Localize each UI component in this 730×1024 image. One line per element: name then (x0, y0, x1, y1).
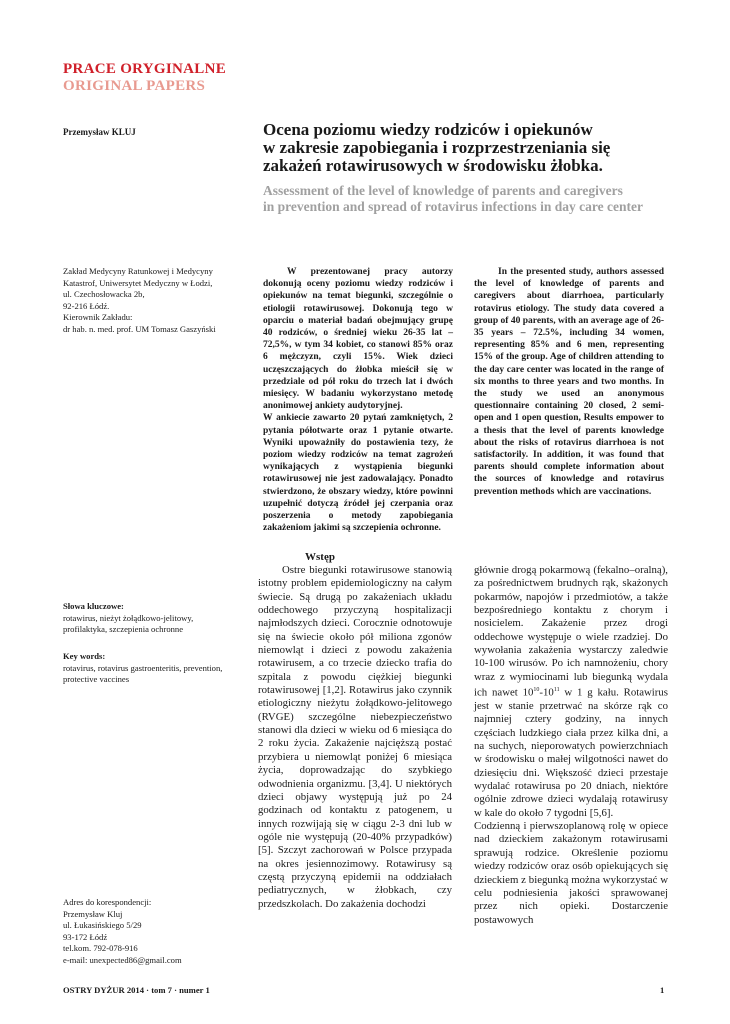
title-pl-line: Ocena poziomu wiedzy rodziców i opiekunów (263, 120, 593, 139)
body-column-right (474, 564, 668, 927)
article-title-pl (263, 121, 683, 175)
superscript: 10 (533, 687, 540, 694)
abstract-pl-paragraph: W prezentowanej pracy autorzy dokonują oceny poziomu wiedzy rodziców i opiekunów na temat biegunki, szczególnie o etiologii rotawirusowej. Dokonują tego w oparciu o materiał badań obejmujący grupę 40 rodziców, o średniej wieku 26-35 lat – 72,5%, w tym 34 kobiet, co stanowi 85% oraz 6 mężczyzn, czyli 15%. Wiek dzieci uczęszczających do żłobka mieścił się w przedziale od pół roku do trzech lat i dwóch miesięcy. W badaniu wykorzystano metodę anonimowej ankiety audytoryjnej. (263, 267, 453, 412)
title-pl-line: w zakresie zapobiegania i rozprzestrzeniania się (263, 138, 611, 157)
keywords-pl-line: profilaktyka, szczepienia ochronne (63, 624, 184, 635)
keywords-pl-heading: Słowa kluczowe: (63, 601, 124, 611)
body-paragraph: Codzienną i pierwszoplanową rolę w opiece nad dzieckiem zakażonym rotawirusami sprawują rodzice. Określenie poziomu wiedzy rodziców oraz osób opiekujących się dzieckiem z biegunką można wykorzystać w celu podniesienia jakości sprawowanej przez nich opieki. Dostarczenie postawowych (474, 820, 668, 926)
keywords-en (63, 651, 248, 686)
affiliation (63, 266, 248, 336)
section-label-en: ORIGINAL PAPERS (63, 78, 206, 94)
keywords-pl (63, 601, 248, 636)
section-label-pl: PRACE ORYGINALNE (63, 61, 227, 77)
abstract-pl (263, 266, 453, 534)
title-pl-line: zakażeń rotawirusowych w środowisku żłobka. (263, 156, 603, 175)
journal-footer: OSTRY DYŻUR 2014 · tom 7 · numer 1 (63, 985, 210, 995)
title-en-line: in prevention and spread of rotavirus infections in day care center (263, 199, 643, 214)
author-name: Przemysław KLUJ (63, 127, 136, 137)
title-en-line: Assessment of the level of knowledge of parents and caregivers (263, 183, 623, 198)
address-line: Przemysław Kluj (63, 908, 123, 919)
address-line: Adres do korespondencji: (63, 897, 152, 907)
keywords-en-line: protective vaccines (63, 674, 130, 685)
keywords-en-heading: Key words: (63, 651, 106, 661)
abstract-pl-paragraph: W ankiecie zawarto 20 pytań zamkniętych, 2 pytania półotwarte oraz 1 pytanie otwarte. Wyniki upoważniły do postawienia tezy, że poziom wiedzy rodziców na temat zagrożeń wynikających z wystąpienia biegunki rotawirusowej nie jest zadowalający. Ponadto stwierdzono, że obszary wiedzy, które powinni uzupełnić dotyczą źródeł jej czerpania oraz poszerzenia o metody zapobiegania zakażeniom jakimi są szczepienia ochronne. (263, 413, 453, 534)
abstract-en-paragraph: In the presented study, authors assessed the level of knowledge of parents and caregivers about diarrhoea, particularly rotavirus etiology. The study data covered a group of 40 parents, with an average age of 26-35 years – 72.5%, including 34 women, representing 85% and 6 men, representing 15% of the group. Age of children attending to the day care center was located in the range of six months to three years and two months. In the study we used an anonymous questionnaire containing 20 closed, 2 semi-open and 1 open question, Results empower to a thesis that the level of parents knowledge about the risks of rotavirus diarrhoea is not satisfactorily. In addition, it was found that parents should complete information about the sources of knowledge and rotavirus prevention methods which are vaccinations. (474, 267, 664, 497)
email-line: e-mail: unexpected86@gmail.com (63, 954, 182, 965)
body-text: -10 (539, 686, 554, 699)
affiliation-line: Zakład Medycyny Ratunkowej i Medycyny (63, 266, 213, 276)
affiliation-line: dr hab. n. med. prof. UM Tomasz Gaszyński (63, 323, 216, 334)
body-text: głównie drogą pokarmową (fekalno–oralną), za pośrednictwem brudnych rąk, skażonych pokarmów, napojów i przedmiotów, a także bezpośredniego kontaktu z chorym i nosicielem. Zakażenie przez drogi oddechowe występuje o wiele rzadziej. Do wywołania zakażenia wystarczy zaledwie 10-100 wirusów. Po ich namnożeniu, chory wraz z wymiocinami lub biegunką wydala ich nawet 10 (474, 564, 668, 699)
superscript: 11 (553, 687, 560, 694)
body-column-left (258, 564, 452, 911)
address-line: 93-172 Łódź (63, 931, 108, 942)
affiliation-line: 92-216 Łódź. (63, 300, 110, 311)
correspondence-address (63, 897, 248, 967)
abstract-en (474, 266, 664, 498)
keywords-pl-line: rotawirus, nieżyt żołądkowo-jelitowy, (63, 612, 194, 623)
body-paragraph: Ostre biegunki rotawirusowe stanowią istotny problem epidemiologiczny na całym świecie. Są drugą po zakażeniach układu oddechowego przyczyną hospitalizacji najmłodszych dzieci. Corocznie odnotowuje się na świecie około pół miliona zgonów niemowląt i dzieci z powodu zakażenia rotawirusem, a co trzecie dziecko trafia do szpitala z powodu ciężkiej biegunki rotawirusowej [1,2]. Rotawirus jako czynnik etiologiczny nieżytu żołądkowo-jelitowego (RVGE) szczególne niebezpieczeństwo stanowi dla dzieci w wieku od 6 miesiąca do 2 roku życia. Zakażenie najcięższą postać przybiera u niemowląt poniżej 6 miesiąca życia, doprowadzając do szybkiego odwodnienia organizmu. [3,4]. U niektórych dzieci objawy występują już po 24 godzinach od kontaktu z patogenem, u innych rozwijają się w ciągu 2-3 dni lub w ogóle nie występują (20-40% przypadków) [5]. Szczyt zachorowań w Polsce przypada na okres jesiennozimowy. Rotawirusy są częstą przyczyną epidemii na oddziałach pediatrycznych, w żłobkach, czy przedszkolach. Do zakażenia dochodzi (258, 564, 452, 910)
affiliation-line: Katastrof, Uniwersytet Medyczny w Łodzi, (63, 277, 213, 288)
article-title-en (263, 183, 693, 215)
body-text: w 1 g kału. Rotawirus jest w stanie przetrwać na skórze rąk co najmniej cztery godziny, na innych częściach ludzkiego ciała przez kilka dni, a na suchych, nieporowatych powierzchniach w środowisku o małej wilgotności nawet do dziesięciu dni. Większość dzieci przestaje wydalać rotawirusa po 20 dniach, niektóre ogólnie zdrowe dzieci wydalają rotawirusy w kale do około 7 tygodni [5,6]. (474, 686, 668, 819)
section-heading-wstep: Wstęp (305, 551, 335, 563)
address-line: tel.kom. 792-078-916 (63, 943, 138, 954)
keywords-en-line: rotavirus, rotavirus gastroenteritis, prevention, (63, 662, 223, 673)
page-number: 1 (660, 985, 665, 995)
body-paragraph (474, 564, 668, 820)
affiliation-line: Kierownik Zakładu: (63, 312, 133, 323)
affiliation-line: ul. Czechosłowacka 2b, (63, 289, 145, 300)
address-line: ul. Łukasińskiego 5/29 (63, 920, 142, 931)
